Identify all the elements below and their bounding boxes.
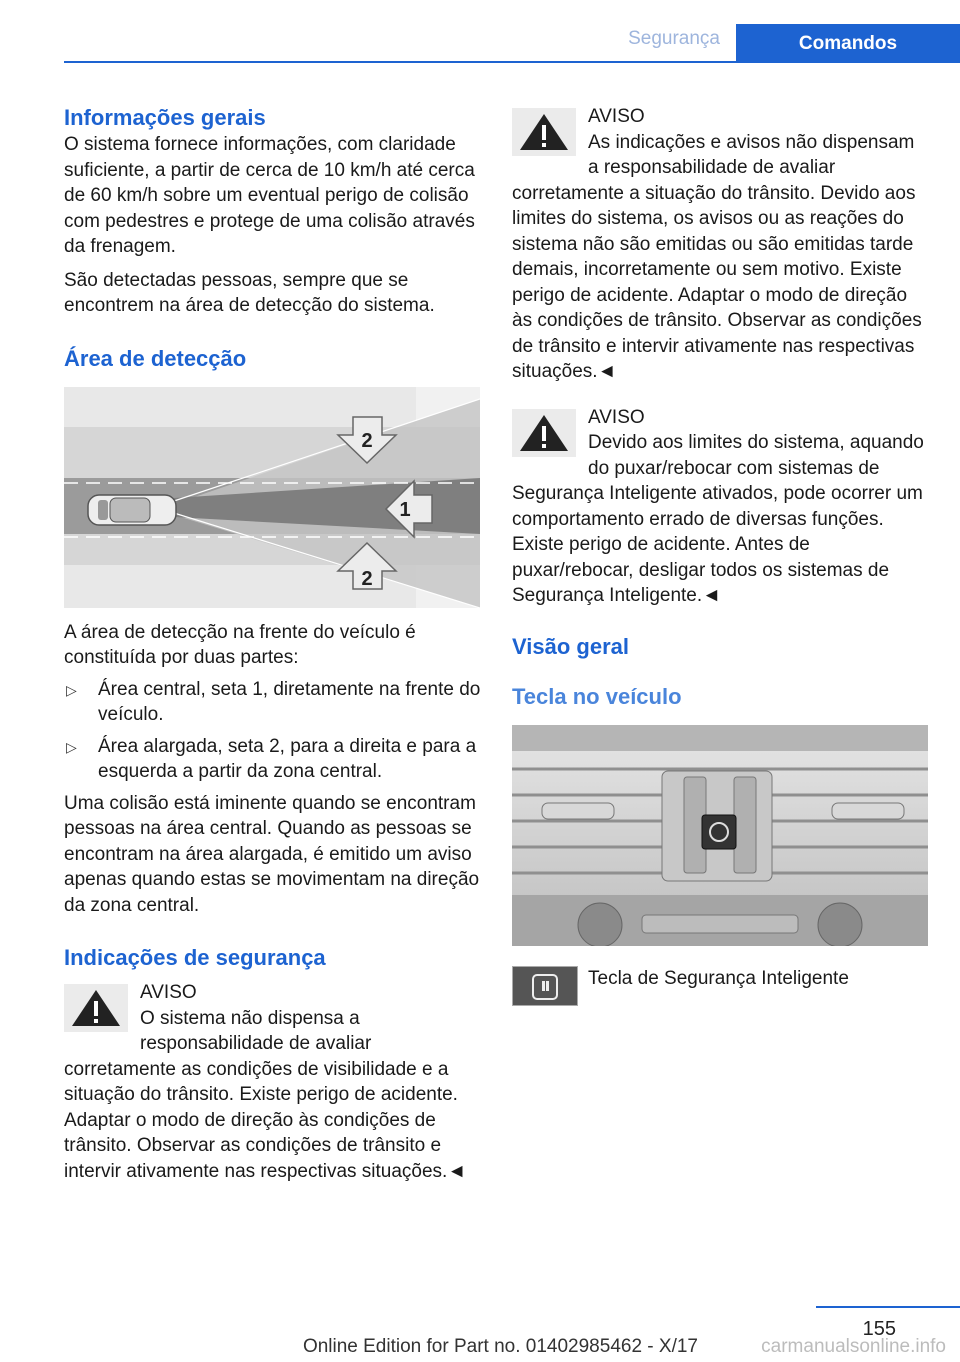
- warning-triangle-icon: [512, 409, 576, 457]
- detection-area-illustration: [64, 387, 480, 608]
- vehicle-key-photo: [512, 725, 928, 946]
- figure-label-1: 1: [399, 498, 411, 521]
- heading-vehicle-key: Tecla no veículo: [512, 683, 682, 709]
- warning-triangle-icon: [64, 984, 128, 1032]
- warning-label: AVISO: [588, 106, 645, 127]
- key-legend: [512, 966, 930, 1006]
- header-rule: [64, 61, 960, 63]
- header-tab[interactable]: Comandos: [736, 24, 960, 63]
- bullet-triangle-icon: ▷: [66, 738, 77, 755]
- edition-note: Online Edition for Part no. 01402985462 - X/17: [302, 1336, 698, 1357]
- footer-rule: [816, 1306, 960, 1308]
- bullet-triangle-icon: ▷: [66, 681, 77, 698]
- center-console-illustration: [512, 725, 928, 946]
- list-item: ▷ Área central, seta 1, diretamente na frente do veículo.: [66, 678, 481, 725]
- figure-label-2-bottom: 2: [361, 567, 373, 590]
- left-column: [64, 104, 482, 1184]
- heading-detection-area: Área de detecção: [64, 345, 247, 371]
- warning-text: As indicações e avisos não dispensam a responsabilidade de avaliar corretamente a situação do trânsito. Devido aos limites do sistema, os avisos ou as reações do sistema não são emitidas ou são emitidas tarde demais, incorretamente ou sem motivo. Existe perigo de acidente. Adaptar o modo de direção às condições de trânsito. Observar as condições de trânsito e intervir ativamente nas respectivas situações.◄: [512, 131, 922, 382]
- warning-triangle-icon: [512, 108, 576, 156]
- paragraph-collision: Uma colisão está iminente quando se encontram pessoas na área central. Quando as pessoas se encontram na área alargada, é emitido um aviso apenas quando estas se movimentam na direção da zona central.: [64, 792, 480, 916]
- intelligent-safety-button-icon: [512, 966, 578, 1006]
- warning-text: Devido aos limites do sistema, aquando do puxar/rebocar com sistemas de Segurança Inteligente ativados, pode ocorrer um comportamento errado de diversas funções. Existe perigo de acidente. Antes de puxar/rebocar, desligar todos os sistemas de Segurança Inteligente.◄: [512, 432, 924, 606]
- paragraph-detection-persons: São detectadas pessoas, sempre que se encontrem na área de detecção do sistema.: [64, 269, 435, 316]
- warning-block: [512, 405, 930, 609]
- list-item: ▷ Área alargada, seta 2, para a direita e para a esquerda a partir da zona central.: [66, 735, 477, 782]
- heading-overview: Visão geral: [512, 633, 629, 659]
- detection-area-figure: [64, 387, 480, 608]
- header-section: Segurança: [628, 28, 720, 49]
- page-number: 155: [862, 1318, 896, 1340]
- warning-text: O sistema não dispensa a responsabilidade de avaliar corretamente as condições de visibilidade e a situação do trânsito. Existe perigo de acidente. Adaptar o modo de direção às condições de trânsito. Observar as condições de trânsito e intervir ativamente nas respectivas situações.◄: [64, 1007, 467, 1182]
- figure-label-2-top: 2: [361, 429, 373, 452]
- paragraph-intro: O sistema fornece informações, com claridade suficiente, a partir de cerca de 10 km/h até cerca de 60 km/h sobre um eventual perigo de colisão com pedestres e protege de uma colisão através da frenagem.: [64, 134, 475, 257]
- warning-block: [512, 104, 930, 385]
- heading-safety-notes: Indicações de segurança: [64, 945, 326, 970]
- paragraph-area-parts: A área de detecção na frente do veículo é constituída por duas partes:: [64, 621, 416, 668]
- right-column: [512, 104, 930, 1006]
- area-parts-list: [64, 677, 482, 785]
- warning-block: [64, 980, 482, 1184]
- warning-label: AVISO: [140, 982, 197, 1003]
- car-icon: [88, 495, 176, 525]
- warning-label: AVISO: [588, 406, 645, 428]
- intelligent-safety-button-label: Tecla de Segurança Inteligente: [588, 967, 849, 989]
- heading-general-info: Informações gerais: [64, 105, 266, 130]
- watermark: carmanualsonline.info: [761, 1336, 946, 1357]
